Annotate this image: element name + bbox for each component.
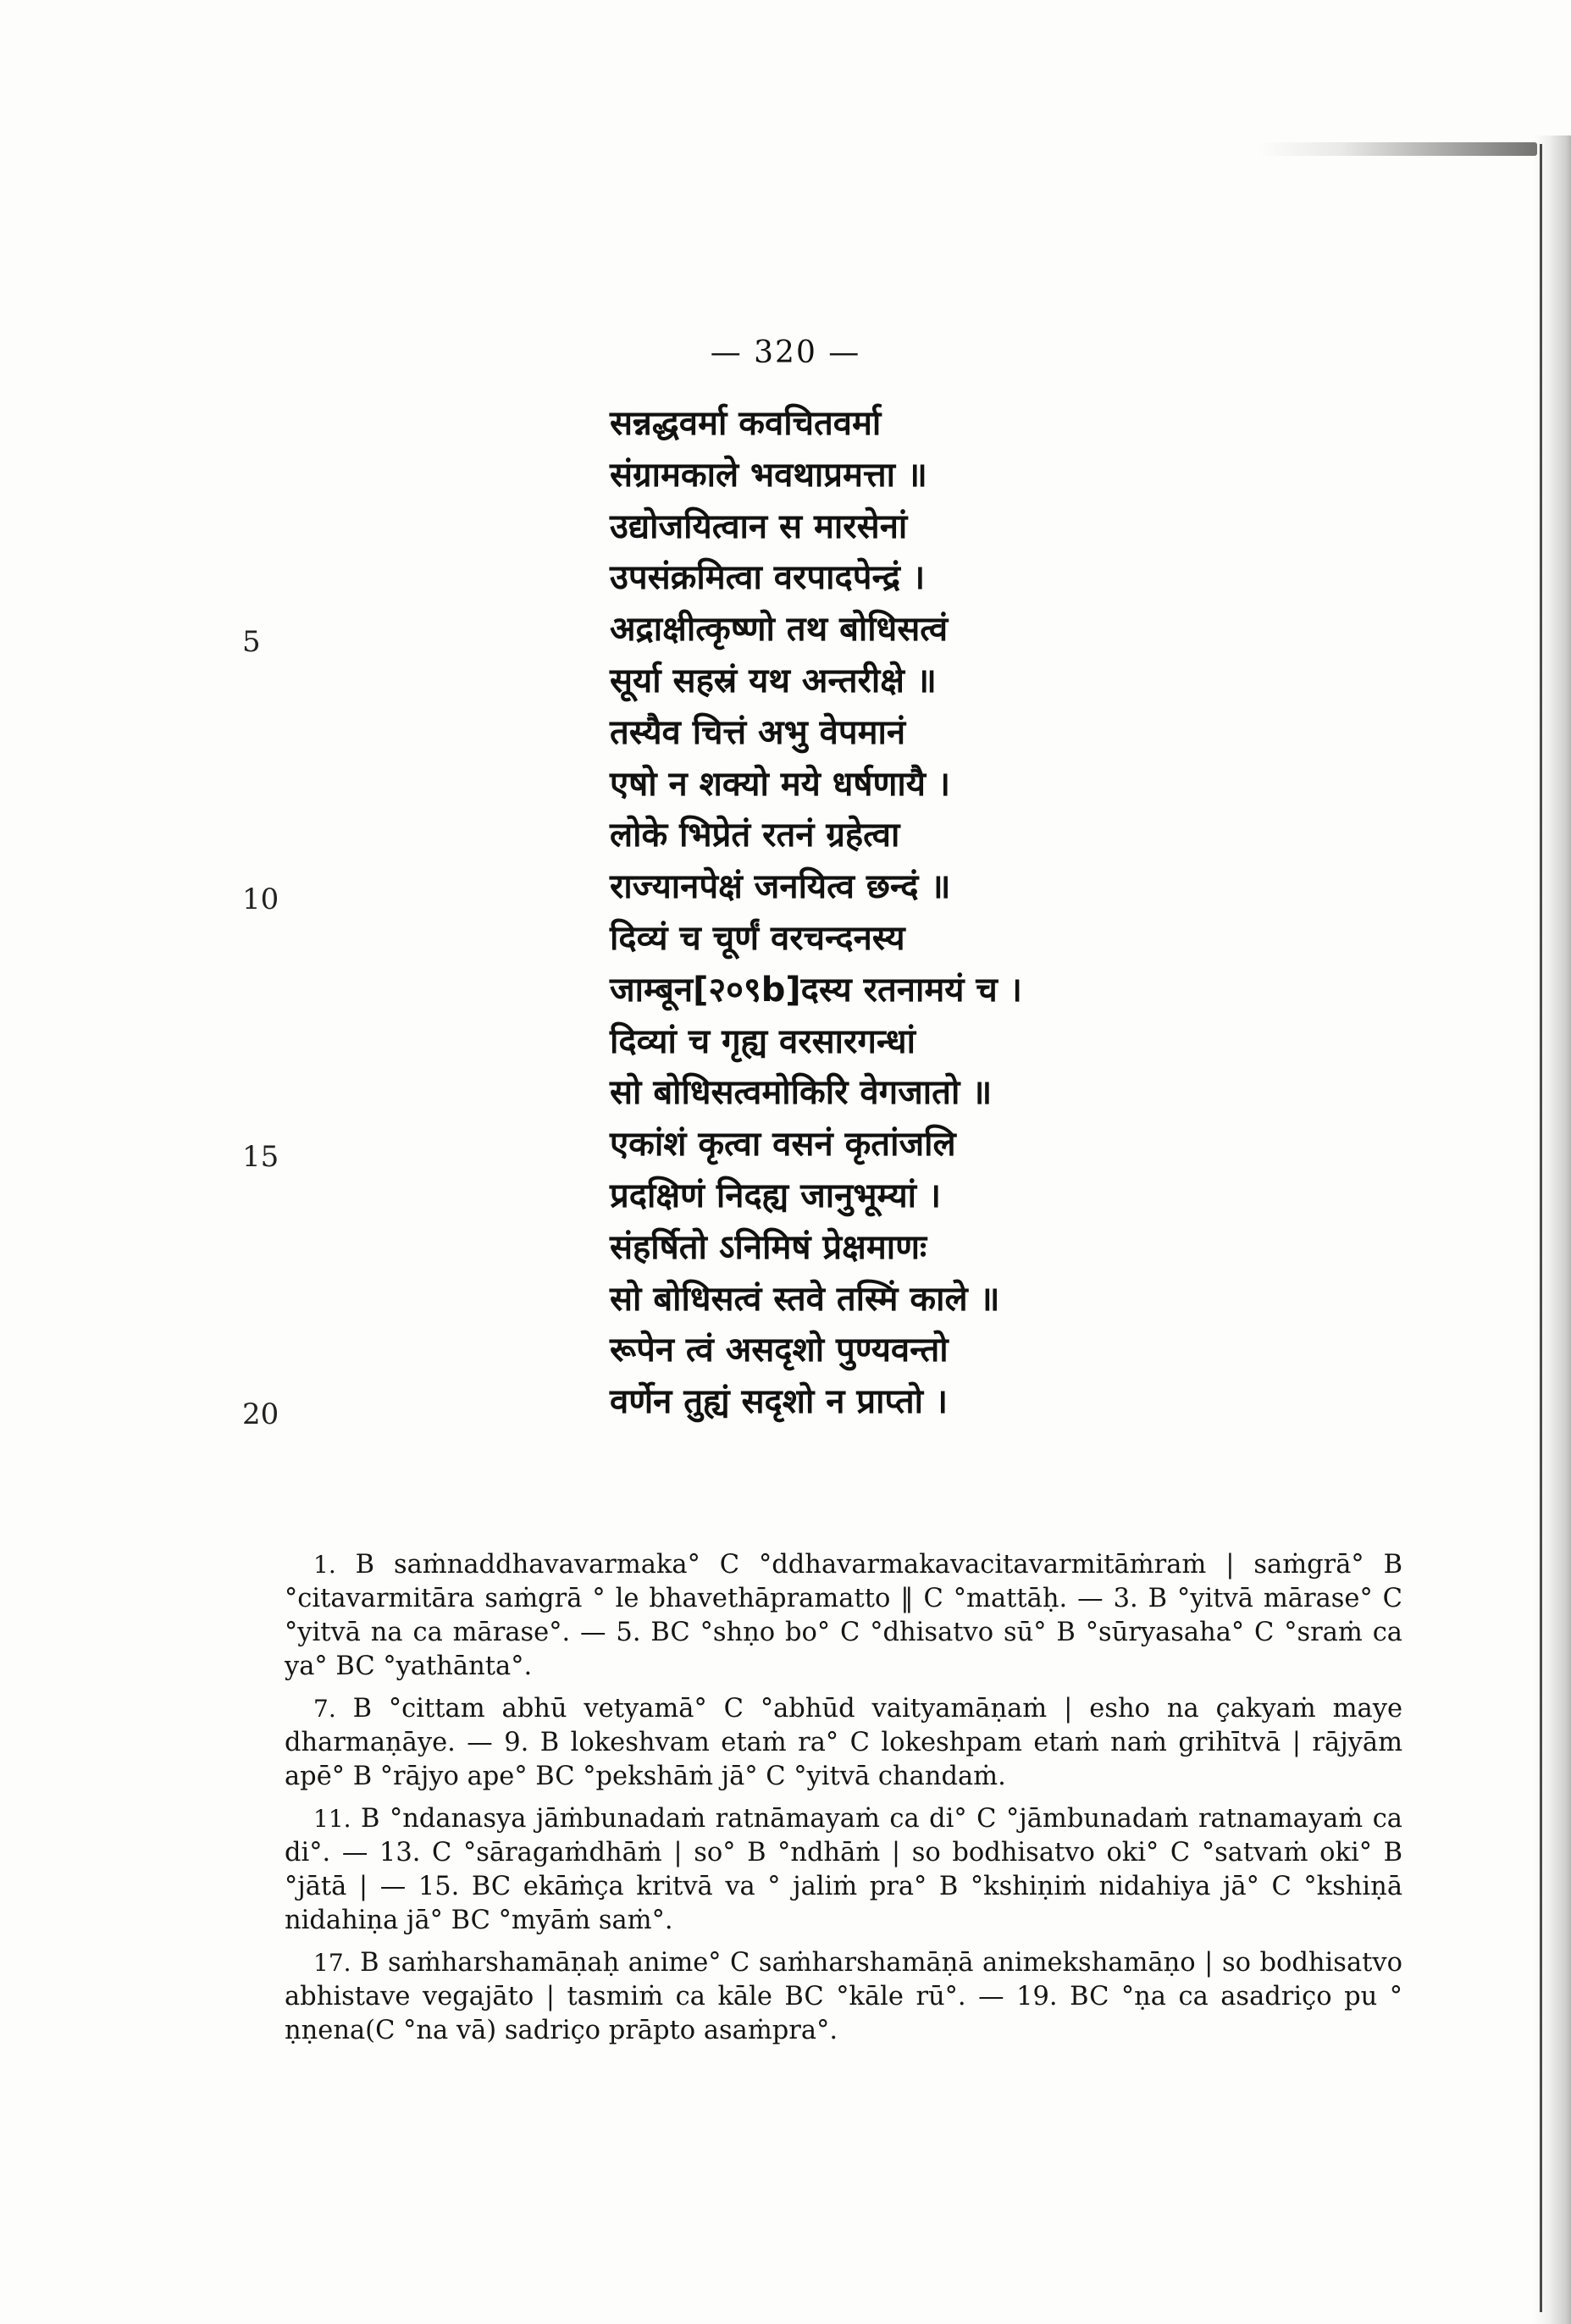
verse-line: सो बोधिसत्वमोकिरि वेगजातो ॥ [610,1073,993,1113]
verse-line: उपसंक्रमित्वा वरपादपेन्द्रं । [610,558,926,598]
sanskrit-verses [610,398,1135,1428]
verse-line: लोके भिप्रेतं रतनं ग्रहेत्वा [610,816,900,855]
footnote-text: B °ndanasya jāṁbunadaṁ ratnāmayaṁ ca di° C °jāmbunadaṁ ratnamayaṁ ca di°. — 13. C °sāragaṁdhāṁ | so° B °ndhāṁ | so bodhisatvo oki° C °satvaṁ oki° B °jātā | — 15. BC ekāṁça kritvā va ° jaliṁ pra° B °kshiṇiṁ nidahiya jā° C °kshiṇā nidahiṇa jā° BC °myāṁ saṁ°. [285,1804,1402,1935]
page-number: — 320 — [710,335,861,370]
footnote-number: 1. [313,1551,336,1579]
scan-smudge [1258,142,1537,156]
verse-line: सूर्या सहस्रं यथ अन्तरीक्षे ॥ [610,661,937,700]
verse-line: उद्योजयित्वान स मारसेनां [610,506,908,546]
verse-line: अद्राक्षीत्कृष्णो तथ बोधिसत्वं [610,610,949,650]
verse-line: संग्रामकाले भवथाप्रमत्ता ॥ [610,455,927,495]
verse-line: दिव्यां च गृह्य वरसारगन्धां [610,1021,915,1061]
verse-line: वर्णेन तुह्यं सदृशो न प्राप्तो । [610,1382,949,1422]
verse-line: एषो न शक्यो मये धर्षणायै । [610,764,951,804]
verse-line: जाम्बून[२०९b]दस्य रतनामयं च । [610,970,1022,1010]
footnotes [285,1548,1402,2056]
line-number: 20 [242,1397,279,1431]
verse-line: दिव्यं च चूर्णं वरचन्दनस्य [610,918,905,958]
line-number: 5 [242,625,261,659]
verse-line: एकांशं कृत्वा वसनं कृतांजलि [610,1125,956,1165]
footnote-number: 7. [313,1695,336,1723]
footnote-number: 17. [313,1949,351,1977]
verse-line: प्रदक्षिणं निदह्य जानुभूम्यां । [610,1176,942,1215]
line-number: 10 [242,883,279,916]
footnote [285,1548,1402,1684]
footnote-text: B °cittam abhū vetyamā° C °abhūd vaityamāṇaṁ | esho na çakyaṁ maye dharmaṇāye. — 9. B lokeshvam etaṁ ra° C lokeshpam etaṁ naṁ grihītvā | rājyām apē° B °rājyo ape° BC °pekshāṁ jā° C °yitvā chandaṁ. [285,1694,1402,1791]
footnote [285,1692,1402,1794]
verse-line: सन्नद्धवर्मा कवचितवर्मा [610,404,882,443]
footnote-text: B saṁharshamāṇaḥ anime° C saṁharshamāṇā animekshamāṇo | so bodhisatvo abhistave vegajāto | tasmiṁ ca kāle BC °kāle rū°. — 19. BC °ṇa ca asadriço pu ° ṇṇena(C °na vā) sadriço prāpto asaṁpra°. [285,1948,1402,2045]
scan-binding-edge [1540,144,1542,2312]
verse-line: सो बोधिसत्वं स्तवे तस्मिं काले ॥ [610,1279,1000,1319]
footnote [285,1946,1402,2048]
footnote-number: 11. [313,1805,351,1833]
line-number: 15 [242,1140,279,1174]
footnote [285,1802,1402,1938]
verse-line: तस्यैव चित्तं अभु वेपमानं [610,712,906,752]
verse-line: राज्यानपेक्षं जनयित्व छन्दं ॥ [610,867,951,907]
verse-line: रूपेन त्वं असदृशो पुण्यवन्तो [610,1331,949,1370]
footnote-text: B saṁnaddhavavarmaka° C °ddhavarmakavacitavarmitāṁraṁ | saṁgrā° B °citavarmitāra saṁgrā ° le bhavethāpramatto ‖ C °mattāḥ. — 3. B °yitvā mārase° C °yitvā na ca mārase°. — 5. BC °shṇo bo° C °dhisatvo sū° B °sūryasaha° C °sraṁ ca ya° BC °yathānta°. [285,1550,1403,1681]
verse-line: संहर्षितो ऽनिमिषं प्रेक्षमाणः [610,1227,927,1267]
